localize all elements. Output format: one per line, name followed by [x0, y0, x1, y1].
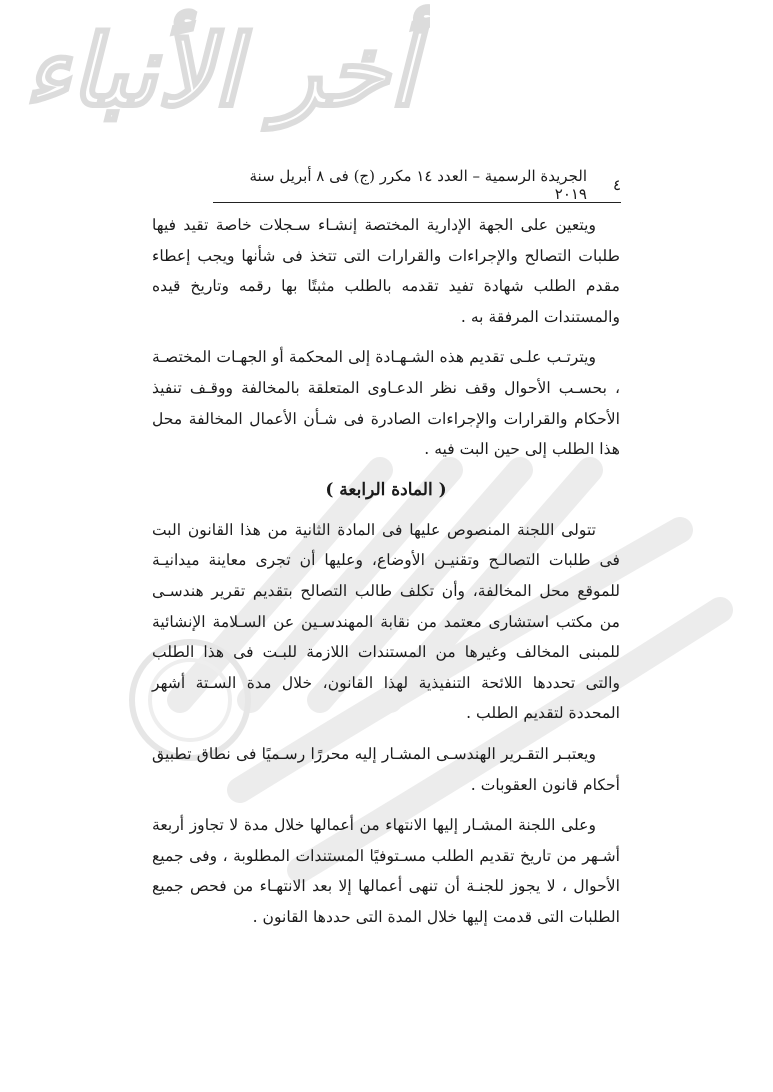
paragraph: ويترتـب علـى تقديم هذه الشـهـادة إلى المحكمة أو الجهـات المختصـة ، بحسـب الأحوال وقف نظر الدعـاوى المتعلقة بالمخالفة ووقـف تنفيذ الأحكام والقرارات والإجراءات الصادرة فى شـأن الأعمال المخالفة محل هذا الطلب إلى حين البت فيه . — [152, 348, 620, 459]
paragraph: ويتعين على الجهة الإدارية المختصة إنشـاء سـجلات خاصة تقيد فيها طلبات التصالح والإجراءات والقرارات التى تتخذ فى شأنها ويجب إعطاء مقدم الطلب شهادة تفيد تقدمه بالطلب مثبتًا بها رقمه وتاريخ قيده والمستندات المرفقة به . — [152, 216, 620, 326]
paragraph: ويعتبـر التقـرير الهندسـى المشـار إليه محررًا رسـميًا فى نطاق تطبيق أحكام قانون العقوبات . — [152, 744, 620, 794]
paragraph: تتولى اللجنة المنصوص عليها فى المادة الثانية من هذا القانون البت فى طلبات التصالـح وتقنيـن الأوضاع، وعليها أن تجرى معاينة ميدانيـة للموقع محل المخالفة، وأن تكلف طالب التصالح بتقديم تقرير هندسـى من مكتب استشارى معتمد من نقابة المهندسـين عن السـلامة الإنشائية للمبنى المخالف وغيرها من المستندات اللازمة للبـت فى هذا الطلب والتى تحددها اللائحة التنفيذية لهذا القانون، خلال مدة السـتة أشهر المحددة لتقديم الطلب . — [152, 520, 620, 723]
gazette-header-title: الجريدة الرسمية – العدد ١٤ مكرر (ج) فى ٨ أبريل سنة ٢٠١٩ — [249, 167, 587, 203]
page-number: ٤ — [612, 176, 621, 194]
site-logo-watermark — [10, 0, 430, 150]
document-body — [152, 210, 620, 942]
svg-text:أخر الأنباء: أخر الأنباء — [24, 15, 416, 129]
page-header — [213, 168, 621, 203]
paragraph: وعلى اللجنة المشـار إليها الانتهاء من أعمالها خلال مدة لا تجاوز أربعة أشـهر من تاريخ تقديم الطلب مسـتوفيًا المستندات المطلوبة ، وفى جميع الأحوال ، لا يجوز للجنـة أن تنهى أعمالها إلا بعد الانتهـاء من فحص جميع الطلبات التى قدمت إليها خلال المدة التى حددها القانون . — [152, 816, 620, 926]
article-heading: ( المادة الرابعة ) — [325, 479, 447, 500]
